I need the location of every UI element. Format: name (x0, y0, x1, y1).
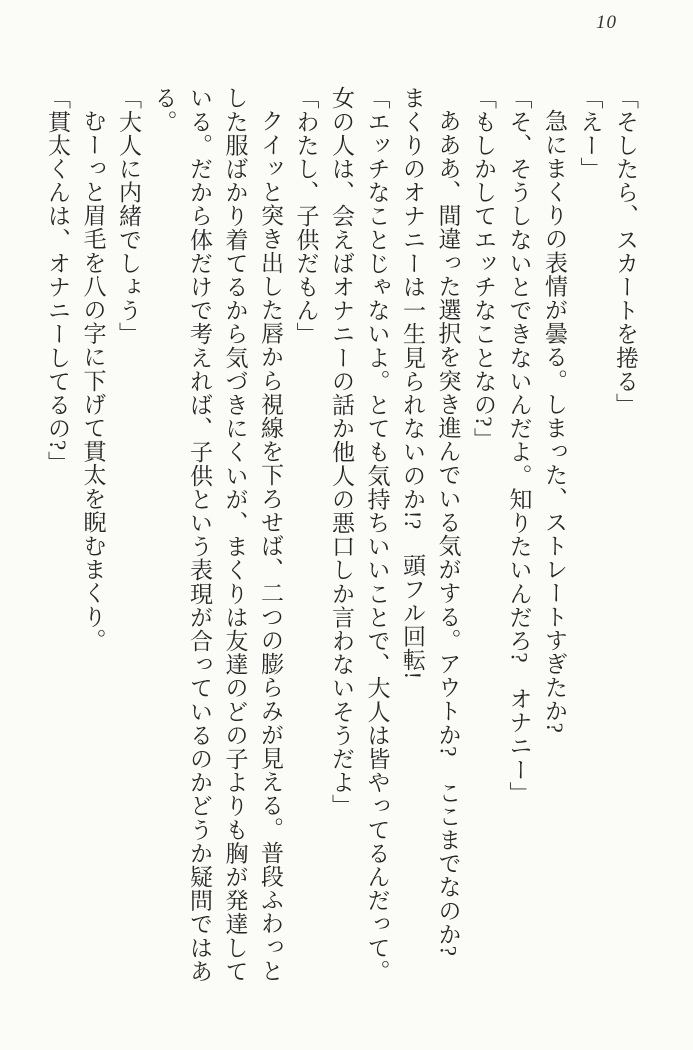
paragraph-dialogue: 「えー」 (577, 86, 603, 181)
paragraph-dialogue: 「わたし、子供だもん」 (293, 86, 319, 346)
paragraph-dialogue: 「そ、そうしないとできないんだよ。知りたいんだろ? オナニー」 (506, 86, 532, 805)
paragraph-dialogue: 「もしかしてエッチなことなの?」 (471, 86, 496, 451)
paragraph-narration: あああ、間違った選択を突き進んでいる気がする。アウトか? ここまでなのか? まくりのオナニーは一生見られないのか!? 頭フル回転! (400, 86, 461, 981)
paragraph-narration: クイッと突き出した唇から視線を下ろせば、二つの膨らみが見える。普段ふわっとした服ばかり着てるから気づきにくいが、まくりは友達のどの子よりも胸が発達している。だから体だけで考えれば、子供という表現が合っているのかどうか疑問ではある。 (151, 86, 283, 983)
paragraph-narration: むーっと眉毛を八の字に下げて貫太を睨むまくり。 (80, 109, 106, 652)
paragraph-dialogue: 「そしたら、スカートを捲る」 (613, 86, 638, 417)
paragraph-dialogue: 「大人に内緒でしょう」 (116, 86, 141, 346)
page-number: 10 (596, 12, 617, 33)
paragraph-dialogue: 「貫太くんは、オナニーしてるの?」 (45, 86, 70, 475)
text-block (40, 86, 644, 986)
paragraph-dialogue: 「エッチなことじゃないよ。とても気持ちいいことで、大人は皆やってるんだって。女の人は、会えばオナニーの話か他人の悪口しか言わないそうだよ」 (329, 86, 390, 983)
paragraph-narration: 急にまくりの表情が曇る。しまった、ストレートすぎたか? (542, 109, 567, 734)
